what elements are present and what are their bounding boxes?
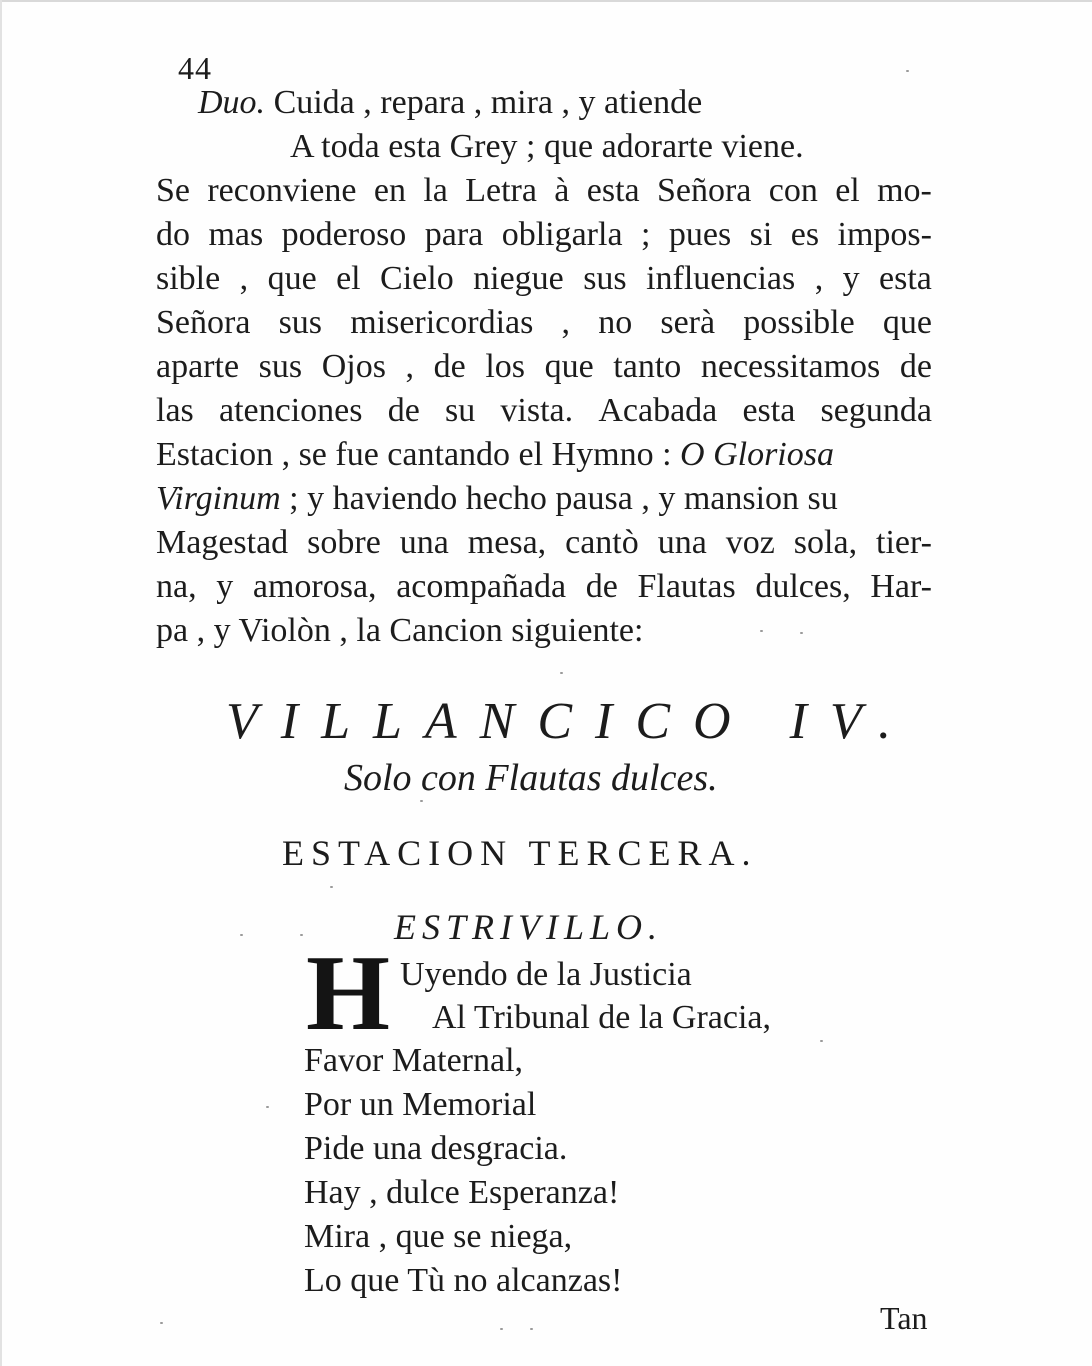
word: los bbox=[485, 348, 525, 385]
word: à bbox=[554, 172, 570, 209]
word: acompañada bbox=[396, 568, 567, 605]
prose-line bbox=[156, 568, 932, 606]
word: sus bbox=[278, 304, 323, 341]
word: una bbox=[399, 524, 449, 561]
poem-line: Pide una desgracia. bbox=[304, 1130, 568, 1167]
word: con bbox=[768, 172, 818, 209]
page-number: 44 bbox=[178, 50, 212, 86]
word: do bbox=[156, 216, 190, 253]
word: vista. bbox=[500, 392, 574, 429]
prose-line bbox=[156, 216, 932, 254]
word: esta bbox=[742, 392, 796, 429]
print-speck bbox=[906, 70, 909, 72]
word: impos- bbox=[837, 216, 932, 253]
word: , bbox=[405, 348, 415, 385]
word: de bbox=[387, 392, 420, 429]
word: amorosa, bbox=[252, 568, 377, 605]
word: sible bbox=[156, 260, 221, 297]
word: mas bbox=[208, 216, 264, 253]
word: , bbox=[239, 260, 249, 297]
page-edge-left bbox=[0, 0, 2, 1366]
word: voz bbox=[725, 524, 775, 561]
print-speck bbox=[800, 632, 803, 634]
word: esta bbox=[879, 260, 932, 297]
word: esta bbox=[586, 172, 640, 209]
poem-line: Favor Maternal, bbox=[304, 1042, 524, 1079]
print-speck bbox=[560, 672, 563, 674]
word: de bbox=[899, 348, 932, 385]
word: de bbox=[433, 348, 466, 385]
word: , bbox=[561, 304, 571, 341]
word: Magestad bbox=[156, 524, 289, 561]
word: necessitamos bbox=[700, 348, 881, 385]
word: serà bbox=[660, 304, 716, 341]
prose-line-text: Estacion , se fue cantando el Hymno : bbox=[156, 436, 672, 473]
word: la bbox=[423, 172, 448, 209]
word: una bbox=[657, 524, 707, 561]
prose-line bbox=[156, 480, 932, 518]
word: Se bbox=[156, 172, 190, 209]
word: poderoso bbox=[281, 216, 407, 253]
poem-line: Al Tribunal de la Gracia, bbox=[432, 999, 771, 1036]
prose-line bbox=[156, 260, 932, 298]
word: aparte bbox=[156, 348, 240, 385]
word: y bbox=[216, 568, 234, 605]
prose-line: pa , y Violòn , la Cancion siguiente: bbox=[156, 612, 644, 649]
print-speck bbox=[820, 1040, 823, 1042]
word: su bbox=[444, 392, 476, 429]
word: influencias bbox=[646, 260, 796, 297]
print-speck bbox=[500, 1328, 503, 1330]
print-speck bbox=[420, 800, 423, 802]
poem-line: Mira , que se niega, bbox=[304, 1218, 573, 1255]
print-speck bbox=[760, 630, 763, 632]
word: el bbox=[835, 172, 860, 209]
word: Señora bbox=[156, 304, 251, 341]
word: es bbox=[790, 216, 820, 253]
word: segunda bbox=[820, 392, 932, 429]
print-speck bbox=[530, 1328, 533, 1330]
word: na, bbox=[156, 568, 197, 605]
word: para bbox=[424, 216, 484, 253]
word: no bbox=[598, 304, 633, 341]
word: que bbox=[882, 304, 932, 341]
word: misericordias bbox=[350, 304, 534, 341]
print-speck bbox=[300, 934, 303, 936]
prose-line bbox=[156, 348, 932, 386]
word: tier- bbox=[876, 524, 932, 561]
drop-cap bbox=[302, 934, 394, 1053]
word: sus bbox=[583, 260, 627, 297]
refrain-heading: ESTRIVILLO. bbox=[394, 907, 664, 947]
hymn-title: O Gloriosa bbox=[680, 436, 834, 473]
word: mo- bbox=[877, 172, 932, 209]
print-speck bbox=[330, 886, 333, 888]
duo-speaker-label: Duo. bbox=[198, 84, 266, 121]
word: reconviene bbox=[207, 172, 357, 209]
section-heading: ESTACION TERCERA. bbox=[282, 833, 758, 873]
word: obligarla bbox=[501, 216, 623, 253]
duo-verse-line bbox=[198, 84, 702, 122]
word: niegue bbox=[473, 260, 564, 297]
word: Cielo bbox=[380, 260, 454, 297]
word: Letra bbox=[465, 172, 537, 209]
poem-line: Uyendo de la Justicia bbox=[400, 956, 692, 993]
word: sola, bbox=[793, 524, 858, 561]
word: el bbox=[336, 260, 361, 297]
print-speck bbox=[240, 934, 243, 936]
prose-line bbox=[156, 392, 932, 430]
word: Acabada bbox=[598, 392, 718, 429]
prose-line bbox=[156, 524, 932, 562]
word: de bbox=[585, 568, 618, 605]
verse-line: A toda esta Grey ; que adorarte viene. bbox=[290, 128, 804, 165]
word: y bbox=[842, 260, 860, 297]
prose-line-hymn bbox=[156, 436, 932, 474]
word: Ojos bbox=[321, 348, 386, 385]
page-edge-top bbox=[0, 0, 1092, 2]
poem-line: Por un Memorial bbox=[304, 1086, 537, 1123]
word: sus bbox=[258, 348, 303, 385]
word: las bbox=[156, 392, 194, 429]
villancico-subtitle: Solo con Flautas dulces. bbox=[344, 757, 718, 799]
hymn-title-cont: Virginum bbox=[156, 480, 281, 517]
word: dulces, bbox=[755, 568, 851, 605]
word: , bbox=[814, 260, 824, 297]
poem-line: Hay , dulce Esperanza! bbox=[304, 1174, 620, 1211]
print-speck bbox=[160, 1322, 163, 1324]
word: pues bbox=[668, 216, 732, 253]
word: sobre bbox=[307, 524, 381, 561]
prose-line bbox=[156, 304, 932, 342]
word: que bbox=[267, 260, 317, 297]
word: en bbox=[373, 172, 406, 209]
word: Flautas bbox=[637, 568, 736, 605]
word: tanto bbox=[613, 348, 682, 385]
prose-line-text: ; y haviendo hecho pausa , y mansion su bbox=[289, 480, 838, 517]
word: ; bbox=[640, 216, 651, 253]
word: Señora bbox=[656, 172, 752, 209]
drop-cap-letter: H bbox=[305, 934, 390, 1053]
poem-line: Lo que Tù no alcanzas! bbox=[304, 1262, 623, 1299]
word: cantò bbox=[565, 524, 639, 561]
print-speck bbox=[266, 1106, 269, 1108]
word: Har- bbox=[870, 568, 932, 605]
prose-line bbox=[156, 172, 932, 210]
word: atenciones bbox=[218, 392, 363, 429]
catchword: Tan bbox=[880, 1300, 928, 1336]
word: que bbox=[544, 348, 594, 385]
word: si bbox=[749, 216, 773, 253]
duo-verse-text: Cuida , repara , mira , y atiende bbox=[273, 84, 703, 121]
word: mesa, bbox=[467, 524, 547, 561]
villancico-title: VILLANCICO IV. bbox=[226, 693, 914, 750]
word: possible bbox=[743, 304, 855, 341]
